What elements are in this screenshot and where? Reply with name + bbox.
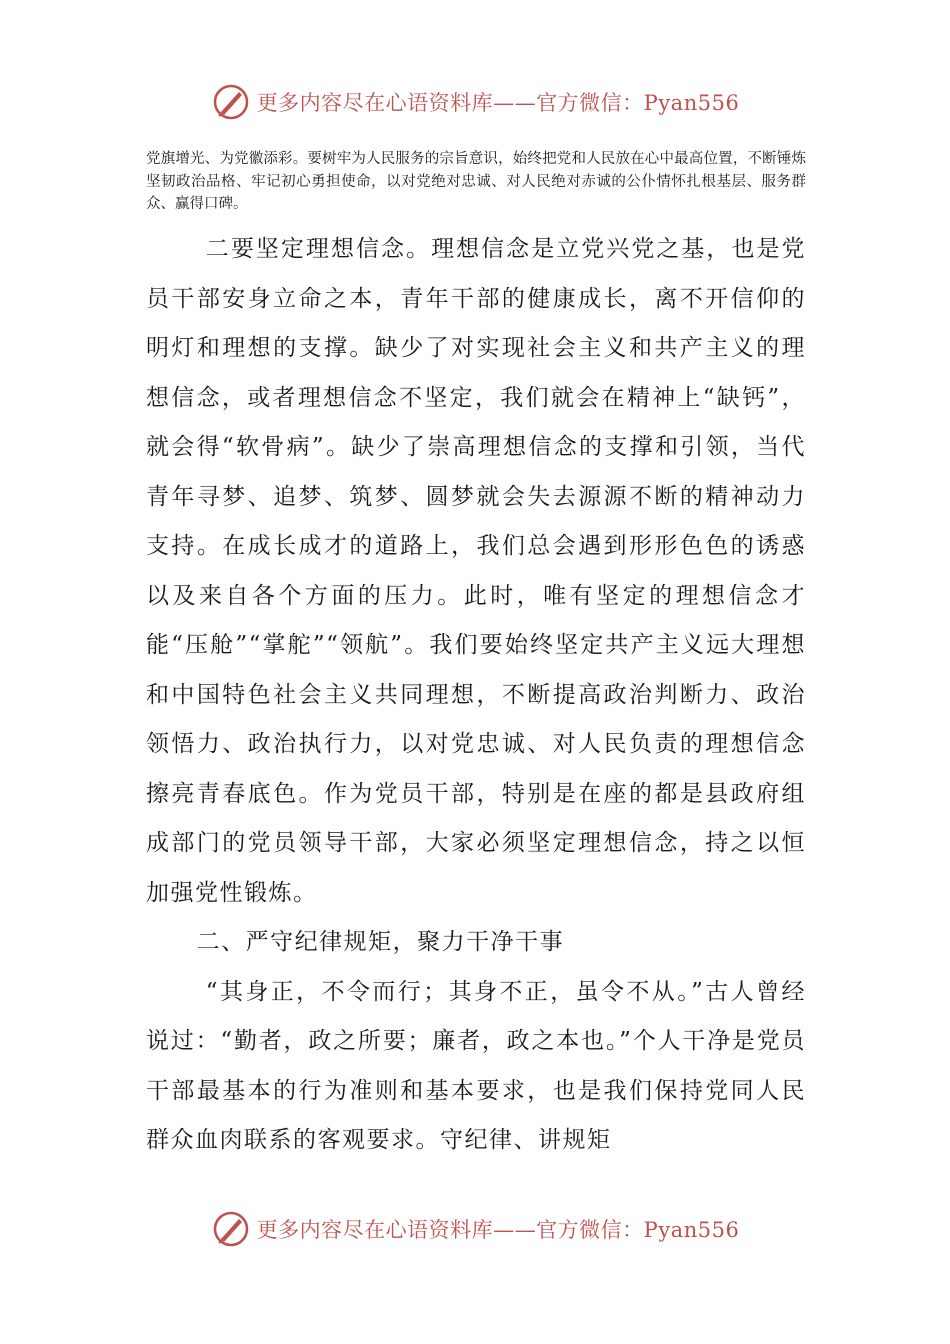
- paragraph-ideals: 二要坚定理想信念。理想信念是立党兴党之基，也是党员干部安身立命之本，青年干部的健康成长，离不开信仰的明灯和理想的支撑。缺少了对实现社会主义和共产主义的理想信念，或者理想信念不坚定，我们就会在精神上“缺钙”，就会得“软骨病”。缺少了崇高理想信念的支撑和引领，当代青年寻梦、追梦、筑梦、圆梦就会失去源源不断的精神动力支持。在成长成才的道路上，我们总会遇到形形色色的诱惑以及来自各个方面的压力。此时，唯有坚定的理想信念才能“压舱”“掌舵”“领航”。我们要始终坚定共产主义远大理想和中国特色社会主义共同理想，不断提高政治判断力、政治领悟力、政治执行力，以对党忠诚、对人民负责的理想信念擦亮青春底色。作为党员干部，特别是在座的都是县政府组成部门的党员领导干部，大家必须坚定理想信念，持之以恒加强党性锻炼。: [146, 236, 806, 906]
- pen-seal-icon: [211, 1209, 251, 1249]
- watermark-text: 更多内容尽在心语资料库——官方微信：Pyan556: [256, 91, 740, 115]
- watermark-banner-bottom: [0, 1209, 950, 1249]
- paragraph-discipline: “其身正，不令而行；其身不正，虽令不从。”古人曾经说过：“勤者，政之所要；廉者，政之本也。”个人干净是党员干部最基本的行为准则和基本要求，也是我们保持党同人民群众血肉联系的客观要求。守纪律、讲规矩: [146, 978, 806, 1153]
- document-body: [146, 225, 806, 1166]
- watermark-banner-top: [0, 82, 950, 122]
- watermark-text: 更多内容尽在心语资料库——官方微信：Pyan556: [256, 1218, 740, 1242]
- section-heading: 二、严守纪律规矩，聚力干净干事: [196, 929, 565, 955]
- pen-seal-icon: [211, 82, 251, 122]
- continued-paragraph: 党旗增光、为党徽添彩。要树牢为人民服务的宗旨意识，始终把党和人民放在心中最高位置，不断锤炼坚韧政治品格、牢记初心勇担使命，以对党绝对忠诚、对人民绝对赤诚的公仆情怀扎根基层、服务群众、赢得口碑。: [146, 151, 806, 212]
